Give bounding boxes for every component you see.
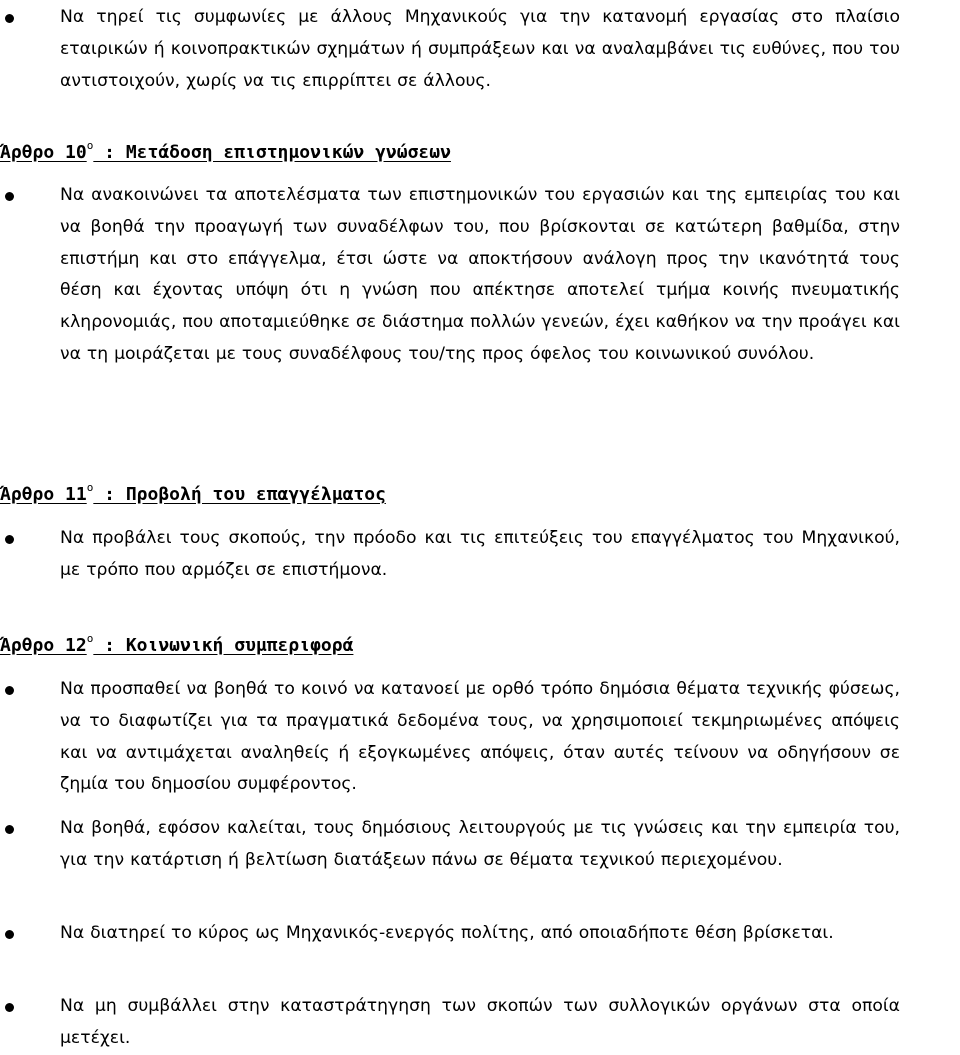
bullet-icon <box>5 14 14 23</box>
list-item <box>0 180 900 371</box>
article-11-sup: ο <box>86 481 94 494</box>
article-12-title: : Κοινωνική συμπεριφορά <box>93 635 354 656</box>
article-11-heading <box>0 482 386 508</box>
article-10-section <box>0 180 960 371</box>
paragraph: Να ανακοινώνει τα αποτελέσματα των επιστημονικών του εργασιών και της εμπειρίας του και να βοηθά την προαγωγή των συναδέλφων του, που βρίσκονται σε κατώτερη βαθμίδα, στην επιστήμη και στο επάγγελμα, έτσι ώστε να αποκτήσουν ανάλογη προς την ικανότητά τους θέση και έχοντας υπόψη ότι η γνώση που απέκτησε αποτελεί τμήμα κοινής πνευματικής κληρονομιάς, που αποταμιεύθηκε σε διάστημα πολλών γενεών, έχει καθήκον να την προάγει και να τη μοιράζεται με τους συναδέλφους του/της προς όφελος του κοινωνικού συνόλου. <box>60 185 900 364</box>
paragraph: Να προσπαθεί να βοηθά το κοινό να κατανοεί με ορθό τρόπο δημόσια θέματα τεχνικής φύσεως, να το διαφωτίζει για τα πραγματικά δεδομένα τους, να χρησιμοποιεί τεκμηριωμένες απόψεις και να αντιμάχεται αναληθείς ή εξογκωμένες απόψεις, όταν αυτές τείνουν να οδηγήσουν σε ζημία του δημοσίου συμφέροντος. <box>60 679 900 795</box>
list-item <box>0 523 900 587</box>
article-10-heading <box>0 140 451 166</box>
list-item <box>0 991 900 1055</box>
article-10-title: : Μετάδοση επιστημονικών γνώσεων <box>93 142 451 163</box>
article-10-prefix: Άρθρο 10 <box>0 142 87 163</box>
article-11-prefix: Άρθρο 11 <box>0 484 87 505</box>
paragraph: Να βοηθά, εφόσον καλείται, τους δημόσιους λειτουργούς με τις γνώσεις και την εμπειρία του, για την κατάρτιση ή βελτίωση διατάξεων πάνω σε θέματα τεχνικού περιεχομένου. <box>60 818 900 870</box>
bullet-icon <box>5 686 14 695</box>
article-12-sup: ο <box>86 632 94 645</box>
list-item <box>0 813 900 877</box>
bullet-icon <box>5 1003 14 1012</box>
bullet-icon <box>5 535 14 544</box>
bullet-icon <box>5 825 14 834</box>
list-item <box>0 918 900 950</box>
article-10-sup: ο <box>86 139 94 152</box>
article-12-prefix: Άρθρο 12 <box>0 635 87 656</box>
paragraph: Να μη συμβάλλει στην καταστράτηγηση των σκοπών των συλλογικών οργάνων στα οποία μετέχει. <box>60 996 900 1048</box>
paragraph: Να προβάλει τους σκοπούς, την πρόοδο και τις επιτεύξεις του επαγγέλματος του Μηχανικού, με τρόπο που αρμόζει σε επιστήμονα. <box>60 528 900 580</box>
article-12-heading <box>0 633 353 659</box>
list-item <box>0 2 900 97</box>
intro-section <box>0 2 960 97</box>
article-12-section-3 <box>0 918 960 950</box>
bullet-icon <box>5 192 14 201</box>
article-12-section-1 <box>0 674 960 801</box>
article-11-section <box>0 523 960 587</box>
article-12-section-4 <box>0 991 960 1055</box>
article-11-title: : Προβολή του επαγγέλματος <box>93 484 386 505</box>
list-item <box>0 674 900 801</box>
article-12-section-2 <box>0 813 960 877</box>
bullet-icon <box>5 930 14 939</box>
paragraph: Να διατηρεί το κύρος ως Μηχανικός-ενεργός πολίτης, από οποιαδήποτε θέση βρίσκεται. <box>60 923 834 943</box>
paragraph: Να τηρεί τις συμφωνίες με άλλους Μηχανικούς για την κατανομή εργασίας στο πλαίσιο εταιρικών ή κοινοπρακτικών σχημάτων ή συμπράξεων και να αναλαμβάνει τις ευθύνες, που του αντιστοιχούν, χωρίς να τις επιρρίπτει σε άλλους. <box>60 7 900 91</box>
